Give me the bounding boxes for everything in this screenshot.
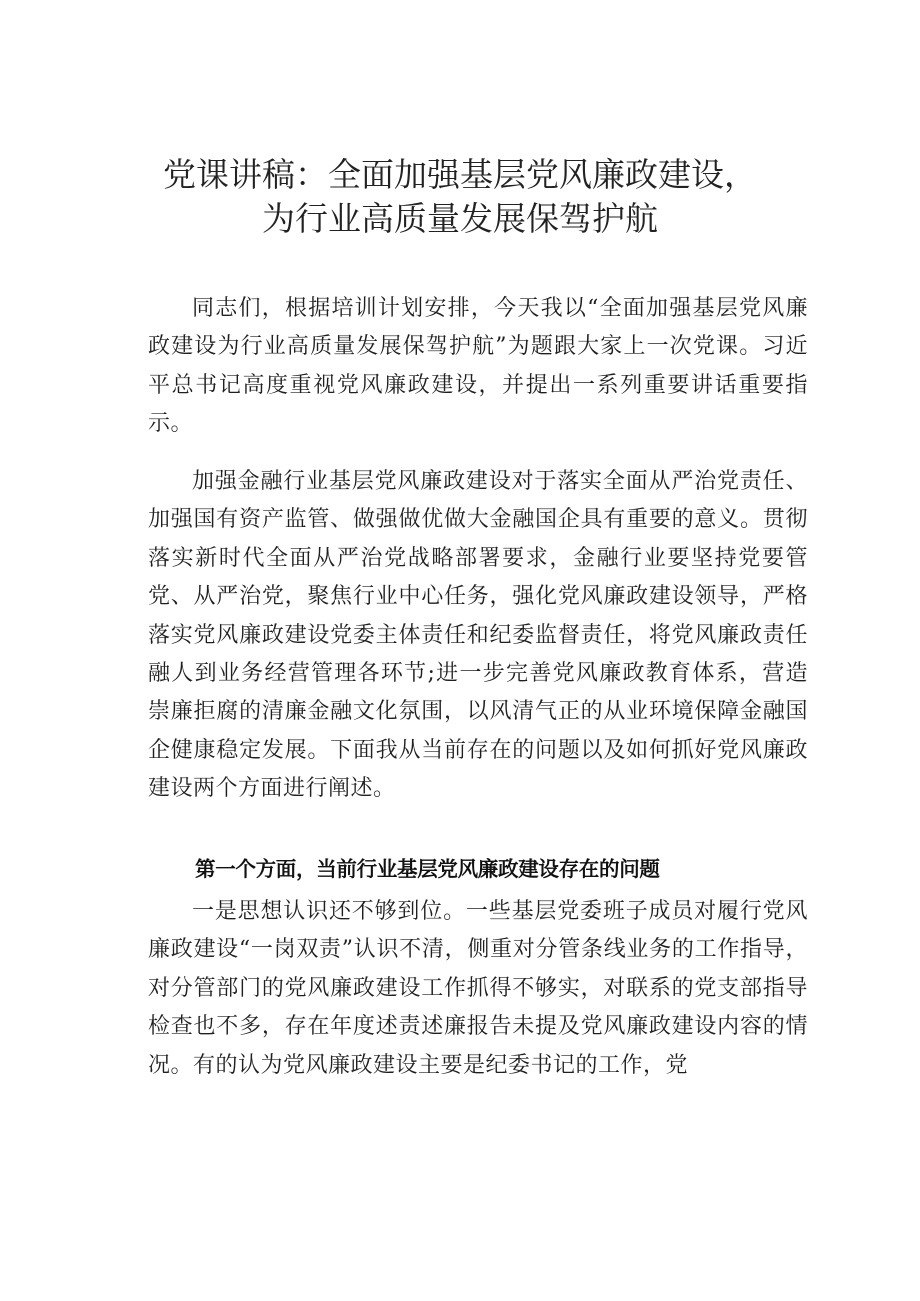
section-heading: 第一个方面，当前行业基层党风廉政建设存在的问题	[195, 857, 660, 881]
paragraph-significance: 加强金融行业基层党风廉政建设对于落实全面从严治党责任、加强国有资产监管、做强做优做大金融国企具有重要的意义。贯彻落实新时代全面从严治党战略部署要求，金融行业要坚持党要管党、从严治党，聚焦行业中心任务，强化党风廉政建设领导，严格落实党风廉政建设党委主体责任和纪委监督责任，将党风廉政责任融人到业务经营管理各环节;进一步完善党风廉政教育体系，营造崇廉拒腐的清廉金融文化氛围，以风清气正的从业环境保障金融国企健康稳定发展。下面我从当前存在的问题以及如何抓好党风廉政建设两个方面进行阐述。	[148, 469, 808, 802]
document-title-line-2: 为行业高质量发展保驾护航	[262, 199, 658, 238]
paragraph-section-one: 一是思想认识还不够到位。一些基层党委班子成员对履行党风廉政建设“一岗双责”认识不清，侧重对分管条线业务的工作指导，对分管部门的党风廉政建设工作抓得不够实，对联系的党支部指导检查也不多，存在年度述责述廉报告未提及党风廉政建设内容的情况。有的认为党风廉政建设主要是纪委书记的工作，党	[148, 899, 808, 1078]
paragraph-intro: 同志们，根据培训计划安排，今天我以“全面加强基层党风廉政建设为行业高质量发展保驾护航”为题跟大家上一次党课。习近平总书记高度重视党风廉政建设，并提出一系列重要讲话重要指示。	[148, 296, 808, 437]
document-title-line-1: 党课讲稿：全面加强基层党风廉政建设，	[163, 155, 757, 194]
